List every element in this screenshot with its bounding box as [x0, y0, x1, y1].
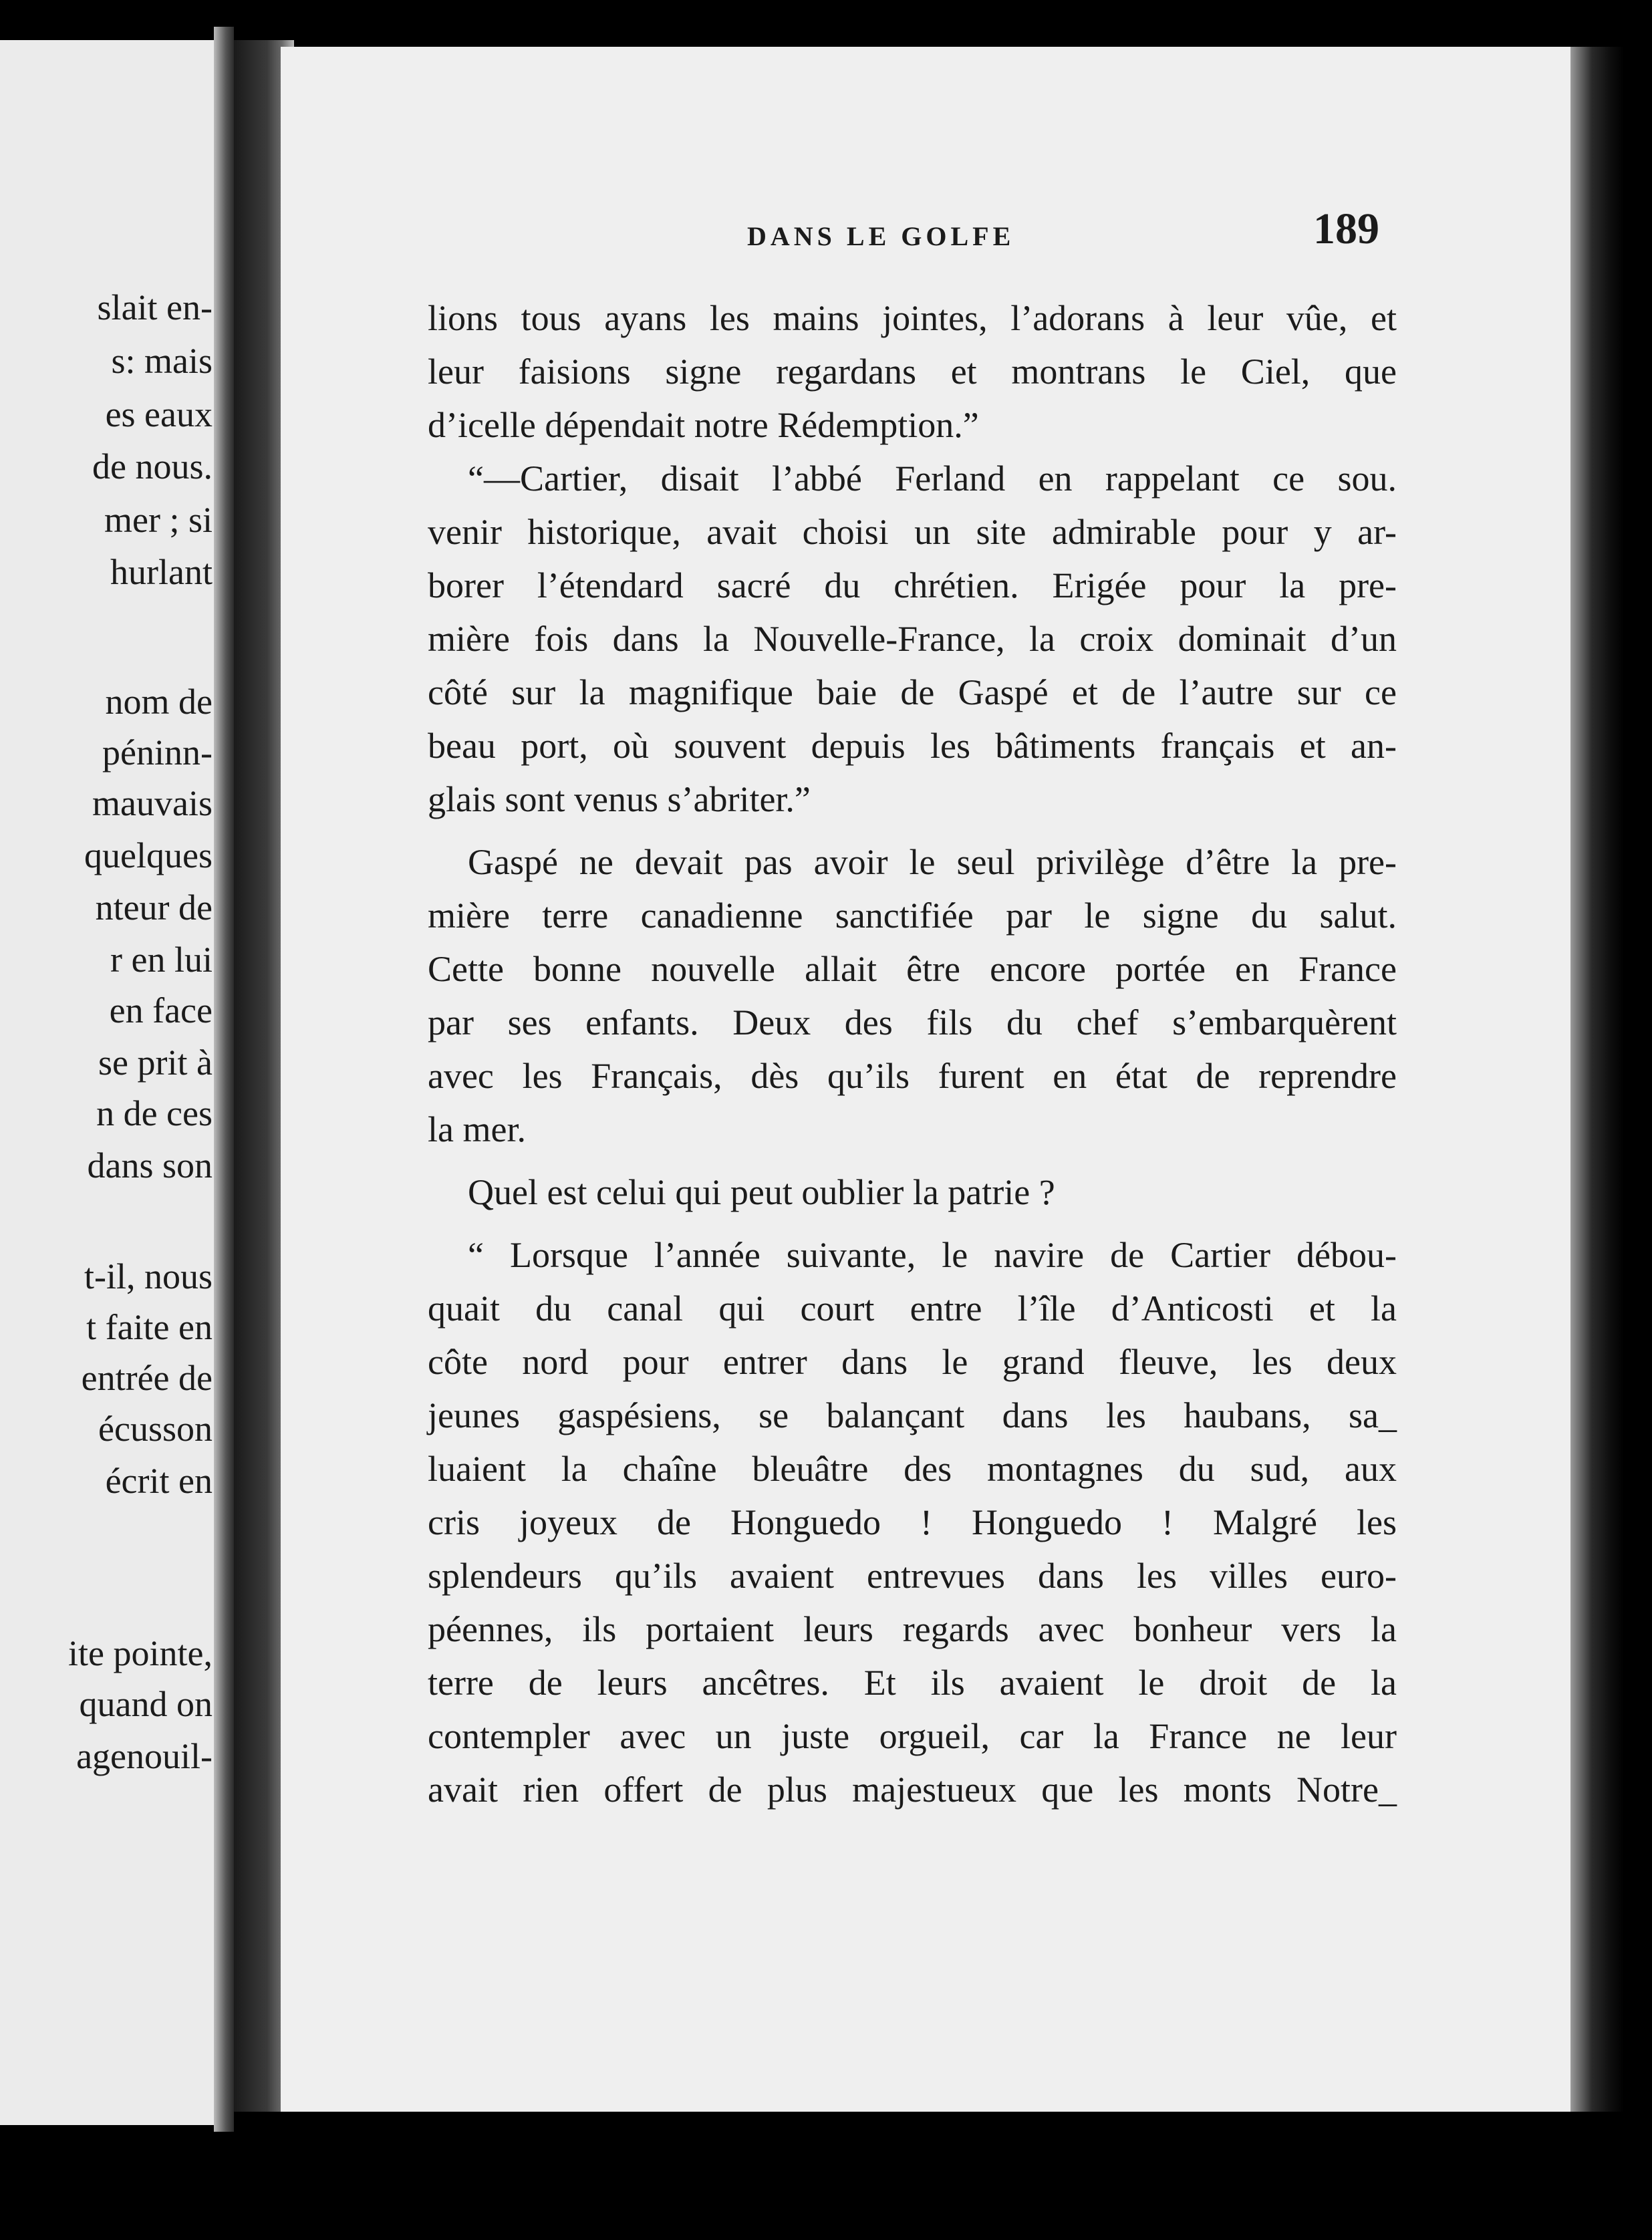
text-line: côté sur la magnifique baie de Gaspé et de l’autre sur ce: [428, 672, 1397, 712]
left-page-line: t-il, nous: [84, 1256, 213, 1296]
left-page-line: slait en-: [97, 287, 213, 327]
text-line: mière fois dans la Nouvelle-France, la croix dominait d’un: [428, 619, 1397, 659]
text-line: lions tous ayans les mains jointes, l’adorans à leur vûe, et: [428, 298, 1397, 338]
text-line: venir historique, avait choisi un site admirable pour y ar-: [428, 512, 1397, 552]
left-facing-page: [0, 40, 227, 2125]
text-line: Cette bonne nouvelle allait être encore portée en France: [428, 949, 1397, 989]
page-number: 189: [1313, 204, 1379, 253]
left-page-line: entrée de: [81, 1358, 213, 1398]
text-line: péennes, ils portaient leurs regards avec bonheur vers la: [428, 1609, 1397, 1649]
left-page-line: dans son: [87, 1145, 213, 1185]
left-page-line: mer ; si: [104, 500, 213, 540]
text-line: “ Lorsque l’année suivante, le navire de Cartier débou-: [468, 1235, 1397, 1275]
left-page-line: es eaux: [105, 394, 213, 434]
text-line: mière terre canadienne sanctifiée par le signe du salut.: [428, 895, 1397, 936]
text-line: par ses enfants. Deux des fils du chef s’embarquèrent: [428, 1002, 1397, 1042]
page-right-edge: [1570, 47, 1624, 2112]
text-line: Quel est celui qui peut oublier la patrie ?: [468, 1172, 1055, 1212]
text-line: cris joyeux de Honguedo ! Honguedo ! Malgré les: [428, 1502, 1397, 1542]
text-line: la mer.: [428, 1109, 526, 1149]
left-page-line: écusson: [98, 1409, 213, 1449]
text-line: splendeurs qu’ils avaient entrevues dans les villes euro-: [428, 1556, 1397, 1596]
text-line: terre de leurs ancêtres. Et ils avaient le droit de la: [428, 1663, 1397, 1703]
text-line: avec les Français, dès qu’ils furent en état de reprendre: [428, 1056, 1397, 1096]
left-page-line: nom de: [105, 682, 213, 722]
text-line: luaient la chaîne bleuâtre des montagnes du sud, aux: [428, 1449, 1397, 1489]
left-page-line: r en lui: [110, 940, 213, 980]
left-page-line: n de ces: [96, 1093, 213, 1133]
left-page-line: quand on: [79, 1684, 213, 1724]
left-page-line: péninn-: [102, 732, 213, 773]
left-page-line: nteur de: [95, 887, 213, 928]
text-line: d’icelle dépendait notre Rédemption.”: [428, 405, 979, 445]
left-page-line: se prit à: [98, 1042, 213, 1083]
text-line: avait rien offert de plus majestueux que les monts Notre_: [428, 1770, 1397, 1810]
text-line: beau port, où souvent depuis les bâtiments français et an-: [428, 726, 1397, 766]
left-page-line: mauvais: [92, 783, 213, 823]
text-line: Gaspé ne devait pas avoir le seul privilège d’être la pre-: [468, 842, 1397, 882]
text-line: contempler avec un juste orgueil, car la France ne leur: [428, 1716, 1397, 1756]
text-line: côte nord pour entrer dans le grand fleuve, les deux: [428, 1342, 1397, 1382]
running-header: DANS LE GOLFE: [747, 221, 1015, 251]
text-line: “—Cartier, disait l’abbé Ferland en rappelant ce sou.: [468, 458, 1397, 499]
left-page-line: quelques: [84, 835, 213, 875]
left-page-line: s: mais: [111, 341, 213, 381]
left-page-line: en face: [109, 990, 213, 1030]
text-line: quait du canal qui court entre l’île d’Anticosti et la: [428, 1288, 1397, 1328]
left-page-line: agenouil-: [76, 1736, 213, 1776]
text-line: jeunes gaspésiens, se balançant dans les haubans, sa_: [428, 1395, 1397, 1435]
text-line: leur faisions signe regardans et montrans le Ciel, que: [428, 352, 1397, 392]
left-page-line: de nous.: [92, 446, 213, 486]
text-line: borer l’étendard sacré du chrétien. Erigée pour la pre-: [428, 565, 1397, 605]
body-text: [428, 291, 1397, 1816]
text-line: glais sont venus s’abriter.”: [428, 779, 811, 819]
left-page-line: écrit en: [105, 1461, 213, 1501]
left-page-line: hurlant: [110, 552, 213, 592]
left-page-gutter: [214, 27, 234, 2132]
left-page-line: ite pointe,: [68, 1633, 213, 1673]
left-page-line: t faite en: [86, 1307, 213, 1347]
